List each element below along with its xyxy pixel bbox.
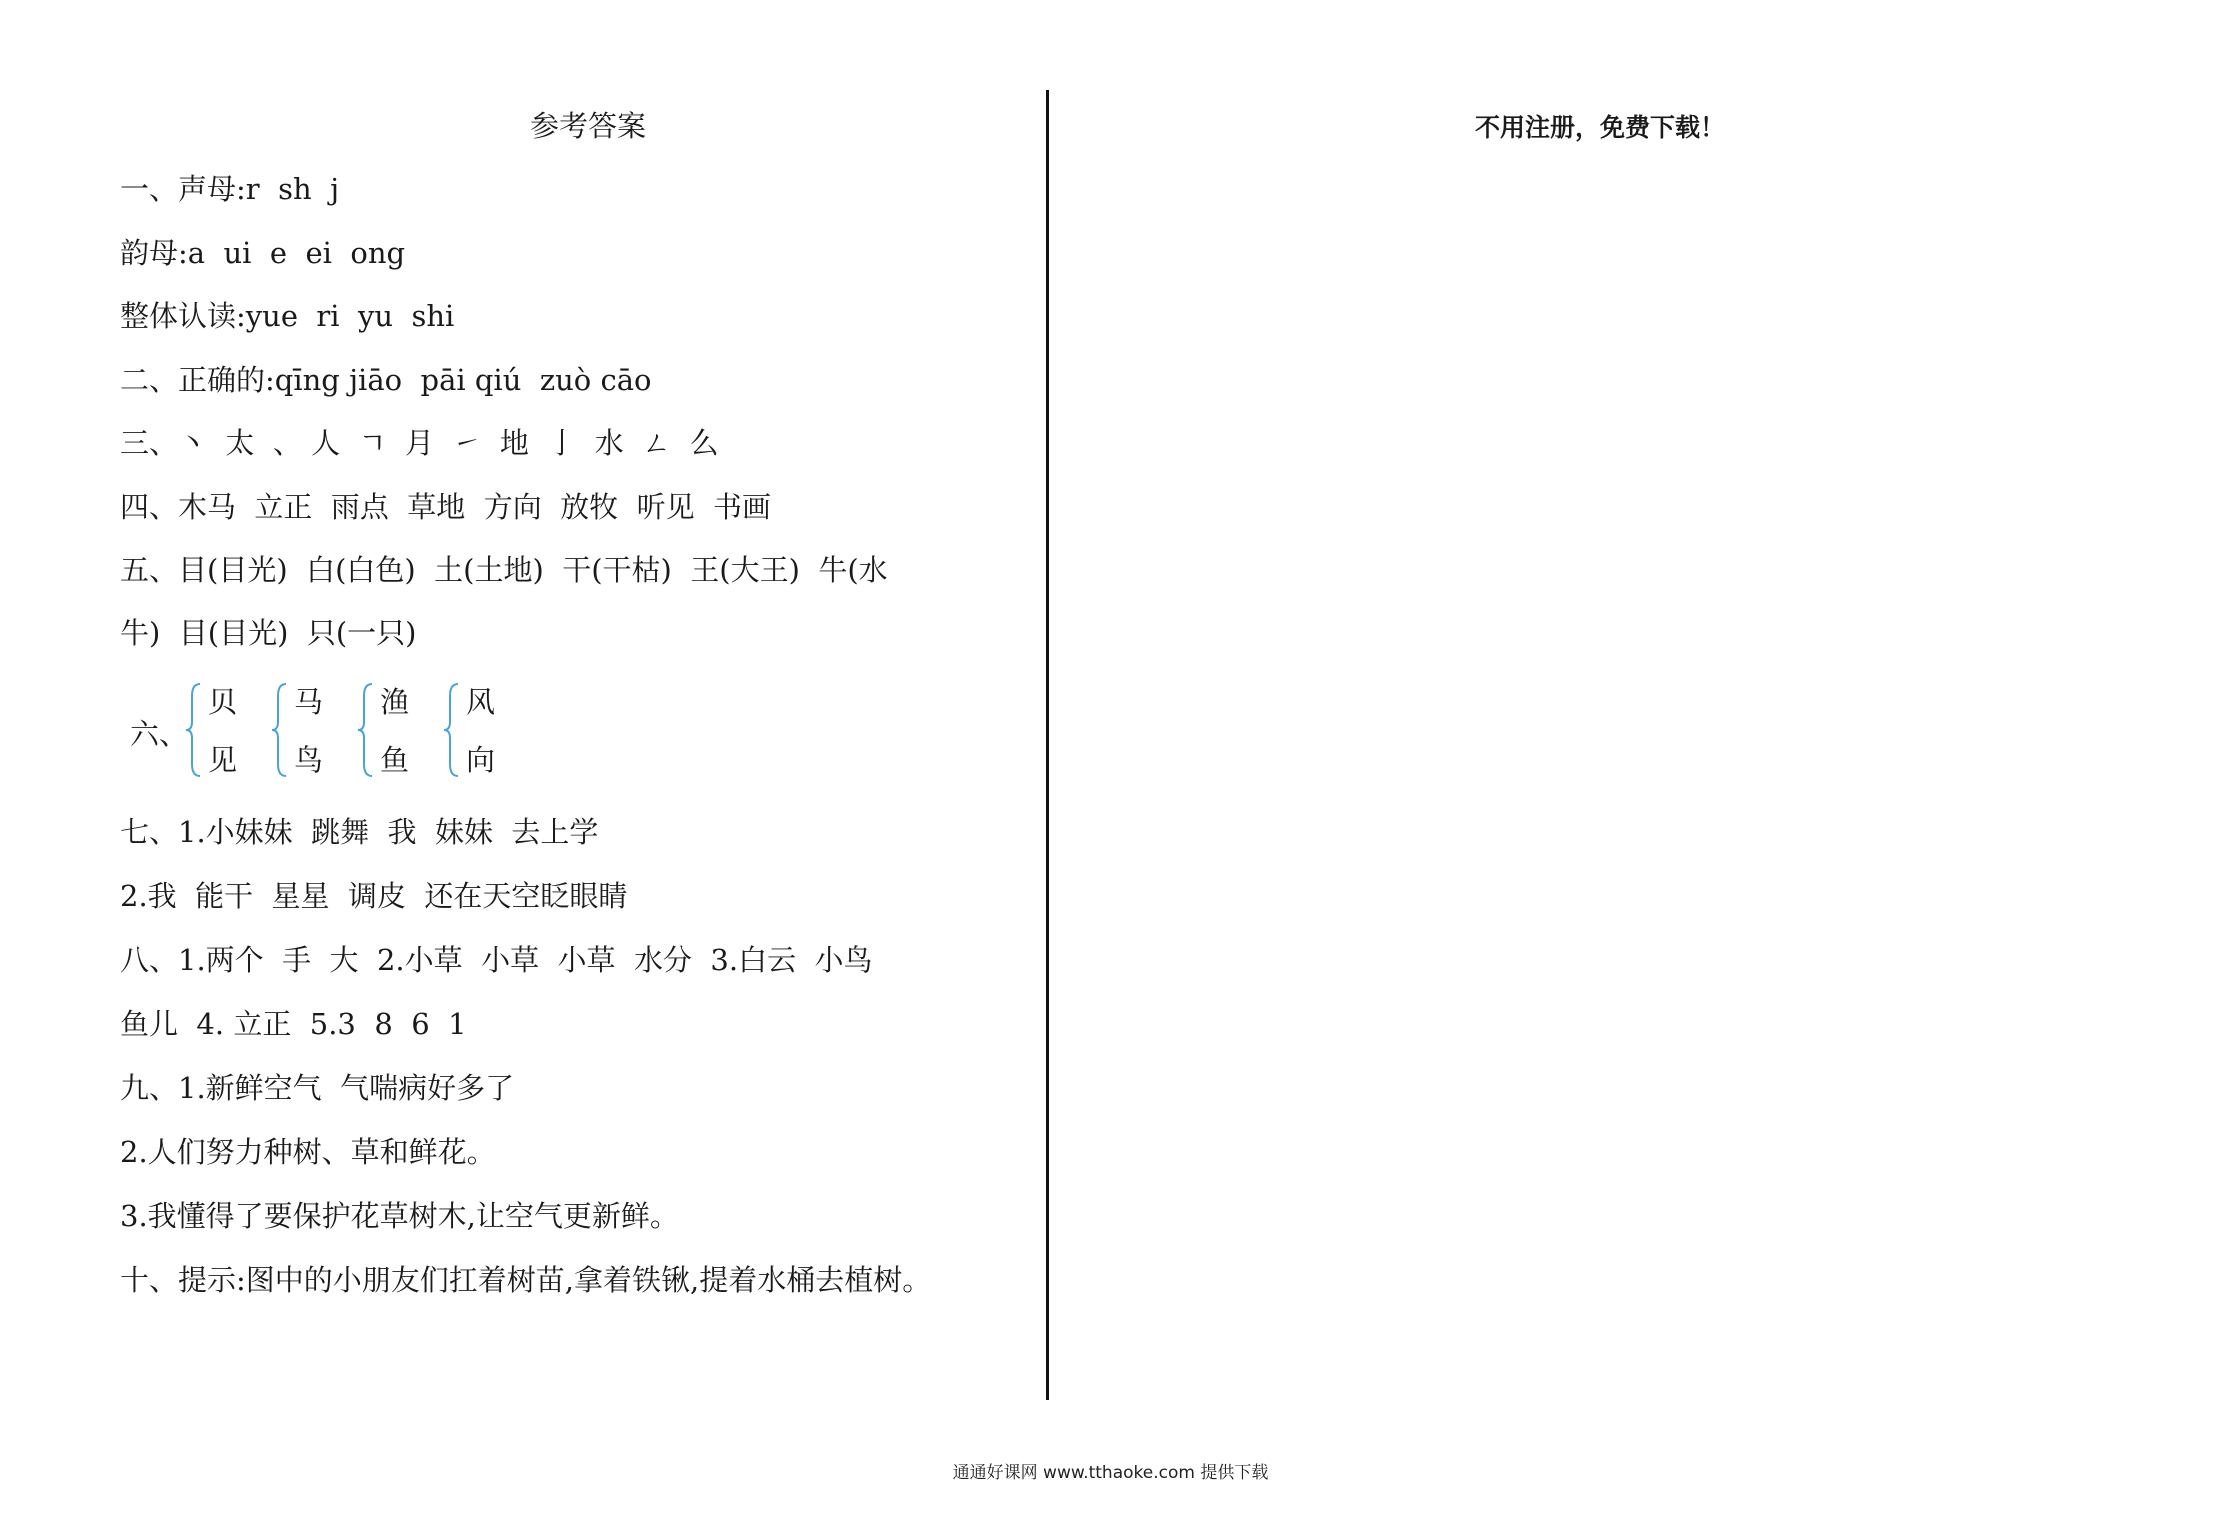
brace-icon [270,680,290,780]
pair-bottom-char: 向 [466,743,496,777]
answer-line: 2.人们努力种树、草和鲜花。 [120,1135,496,1169]
answer-line: 五、目(目光) 白(白色) 土(土地) 干(干枯) 王(大王) 牛(水 [120,553,888,587]
section-six-label: 六、 [130,717,189,751]
column-divider [1046,90,1049,1400]
section-six [130,680,650,780]
pair-top-char: 马 [294,685,324,719]
page-footer: 通通好课网 www.tthaoke.com 提供下载 [952,1463,1269,1483]
char-pair [270,680,350,780]
answer-line: 八、1.两个 手 大 2.小草 小草 小草 水分 3.白云 小鸟 [120,943,873,977]
brace-icon [184,680,204,780]
download-notice: 不用注册，免费下载！ [1474,113,1725,142]
pair-top-char: 渔 [380,685,410,719]
answer-line: 韵母:a ui e ei ong [120,236,406,270]
answer-line: 二、正确的:qīng jiāo pāi qiú zuò cāo [120,363,652,397]
answer-line: 鱼儿 4. 立正 5.3 8 6 1 [120,1007,467,1041]
brace-icon [356,680,376,780]
brace-icon [442,680,462,780]
answer-line: 四、木马 立正 雨点 草地 方向 放牧 听见 书画 [120,490,772,524]
answer-line: 3.我懂得了要保护花草树木,让空气更新鲜。 [120,1199,679,1233]
page-title: 参考答案 [529,109,646,143]
char-pair [442,680,522,780]
char-pair [184,680,264,780]
answer-line: 2.我 能干 星星 调皮 还在天空眨眼睛 [120,879,628,913]
answer-line: 牛) 目(目光) 只(一只) [120,616,417,650]
answer-line: 七、1.小妹妹 跳舞 我 妹妹 去上学 [120,815,599,849]
pair-top-char: 风 [466,685,496,719]
answer-line: 十、提示:图中的小朋友们扛着树苗,拿着铁锹,提着水桶去植树。 [120,1263,932,1297]
pair-bottom-char: 见 [208,743,238,777]
answer-line: 三、丶 太 、 人 ㄱ 月 ㇀ 地 亅 水 ㄥ 么 [120,426,719,460]
pair-bottom-char: 鱼 [380,743,410,777]
pair-bottom-char: 鸟 [294,743,324,777]
char-pair [356,680,436,780]
answer-line: 整体认读:yue ri yu shi [120,299,455,333]
answer-line: 九、1.新鲜空气 气喘病好多了 [120,1071,515,1105]
answer-line: 一、声母:r sh j [120,172,340,206]
pair-top-char: 贝 [208,685,238,719]
